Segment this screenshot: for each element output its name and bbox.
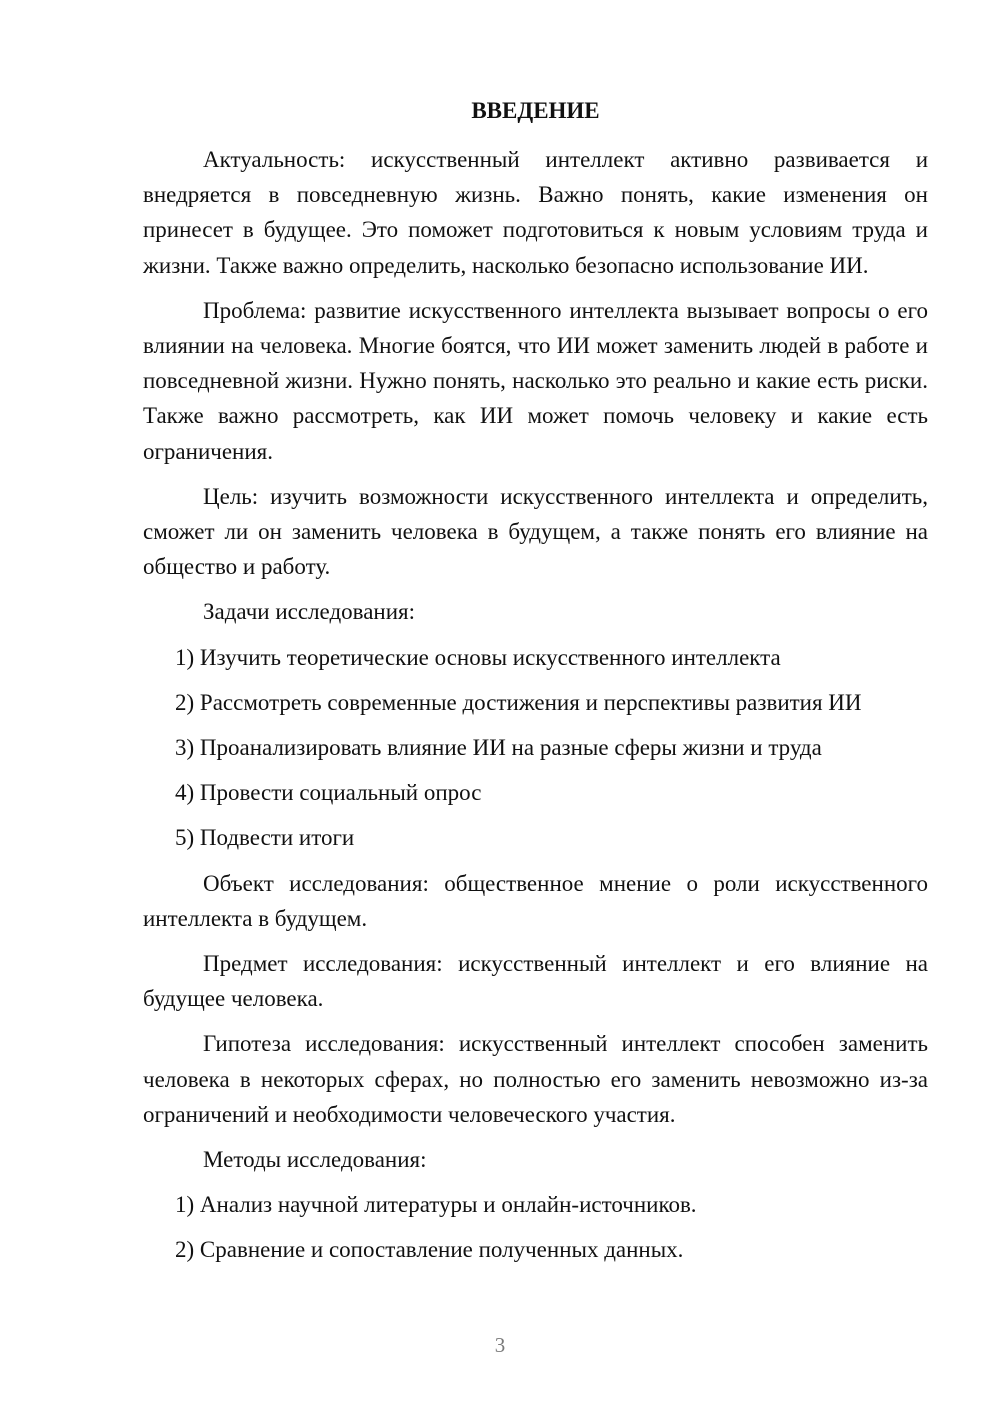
hypothesis-paragraph: Гипотеза исследования: искусственный интеллект способен заменить человека в некоторых сферах, но полностью его заменить невозможно из-за ограничений и необходимости человеческого участия. [143, 1031, 928, 1127]
tasks-heading: Задачи исследования: [203, 599, 416, 625]
list-item: 5) Подвести итоги [175, 825, 355, 851]
methods-list [143, 1187, 928, 1267]
methods-heading: Методы исследования: [203, 1147, 427, 1173]
problem-paragraph: Проблема: развитие искусственного интеллекта вызывает вопросы о его влиянии на человека. Многие боятся, что ИИ может заменить людей в работе и повседневной жизни. Нужно понять, насколько это реально и какие есть риски. Также важно рассмотреть, как ИИ может помочь человеку и какие есть ограничения. [143, 297, 928, 464]
section-title: ВВЕДЕНИЕ [471, 98, 600, 123]
page-number: 3 [494, 1333, 506, 1357]
list-item: 1) Изучить теоретические основы искусственного интеллекта [175, 644, 781, 670]
relevance-paragraph: Актуальность: искусственный интеллект активно развивается и внедряется в повседневную жизнь. Важно понять, какие изменения он принесет в будущее. Это поможет подготовиться к новым условиям труда и жизни. Также важно определить, насколько безопасно использование ИИ. [143, 147, 928, 278]
object-paragraph: Объект исследования: общественное мнение о роли искусственного интеллекта в будущем. [143, 870, 928, 931]
list-item: 2) Сравнение и сопоставление полученных данных. [175, 1237, 684, 1263]
list-item: 4) Провести социальный опрос [175, 780, 482, 806]
list-item: 3) Проанализировать влияние ИИ на разные сферы жизни и труда [175, 735, 822, 761]
goal-paragraph: Цель: изучить возможности искусственного интеллекта и определить, сможет ли он заменить человека в будущем, а также понять его влияние на общество и работу. [143, 483, 928, 580]
tasks-list [143, 640, 928, 856]
list-item: 1) Анализ научной литературы и онлайн-источников. [175, 1192, 697, 1218]
document-page [143, 96, 928, 1278]
list-item: 2) Рассмотреть современные достижения и перспективы развития ИИ [175, 689, 862, 715]
subject-paragraph: Предмет исследования: искусственный интеллект и его влияние на будущее человека. [143, 951, 928, 1012]
